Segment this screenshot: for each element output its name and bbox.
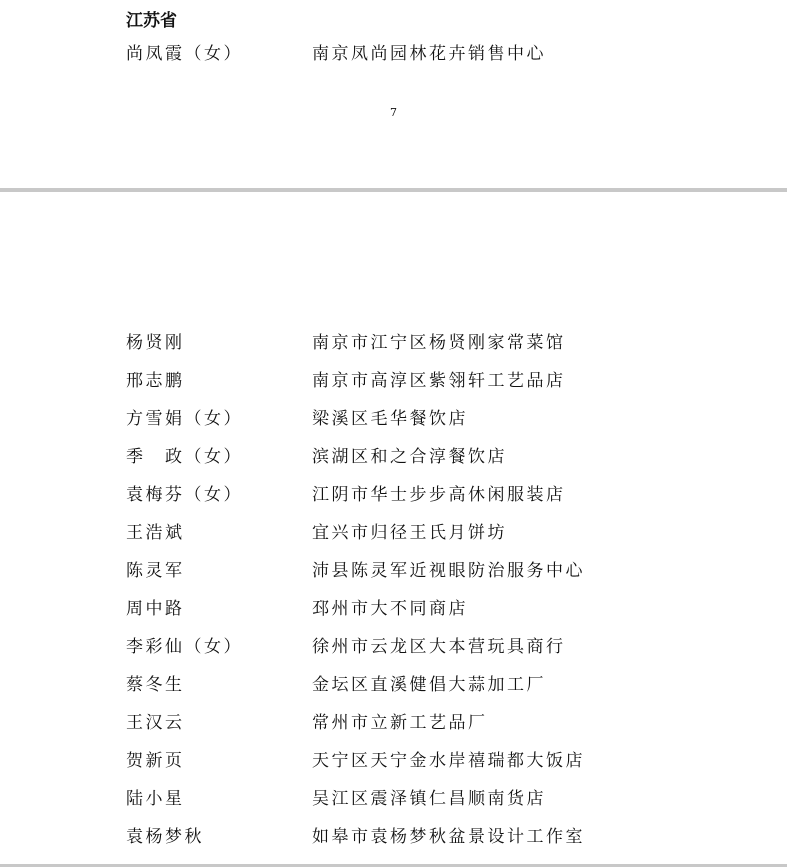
organization-name: 南京凤尚园林花卉销售中心 [312, 44, 546, 64]
organization-name: 金坛区直溪健倡大蒜加工厂 [312, 675, 546, 695]
province-heading: 江苏省 [126, 11, 177, 31]
person-name: 袁杨梦秋 [126, 827, 204, 847]
person-name: 邢志鹏 [126, 371, 185, 391]
list-item [0, 711, 787, 735]
organization-name: 常州市立新工艺品厂 [312, 713, 488, 733]
person-name: 方雪娟（女） [126, 409, 243, 429]
person-name: 陆小星 [126, 789, 185, 809]
document-page-top [0, 0, 787, 188]
list-item [0, 521, 787, 545]
organization-name: 滨湖区和之合淳餐饮店 [312, 447, 507, 467]
list-item [0, 787, 787, 811]
organization-name: 邳州市大不同商店 [312, 599, 468, 619]
list-item [0, 483, 787, 507]
page-number: 7 [390, 106, 397, 119]
document-page-bottom [0, 192, 787, 864]
list-item [0, 597, 787, 621]
organization-name: 天宁区天宁金水岸禧瑞都大饭店 [312, 751, 585, 771]
organization-name: 梁溪区毛华餐饮店 [312, 409, 468, 429]
list-item [0, 559, 787, 583]
organization-name: 南京市高淳区紫翎轩工艺品店 [312, 371, 566, 391]
person-name: 袁梅芬（女） [126, 485, 243, 505]
list-item [0, 407, 787, 431]
list-item [0, 42, 787, 66]
person-name: 蔡冬生 [126, 675, 185, 695]
organization-name: 吴江区震泽镇仁昌顺南货店 [312, 789, 546, 809]
person-name: 陈灵军 [126, 561, 185, 581]
organization-name: 宜兴市归径王氏月饼坊 [312, 523, 507, 543]
list-item [0, 749, 787, 773]
person-name: 王汉云 [126, 713, 185, 733]
list-item [0, 369, 787, 393]
person-name: 王浩斌 [126, 523, 185, 543]
organization-name: 徐州市云龙区大本营玩具商行 [312, 637, 566, 657]
person-name: 李彩仙（女） [126, 637, 243, 657]
organization-name: 沛县陈灵军近视眼防治服务中心 [312, 561, 585, 581]
organization-name: 江阴市华士步步高休闲服装店 [312, 485, 566, 505]
list-item [0, 331, 787, 355]
person-name: 周中路 [126, 599, 185, 619]
person-name: 贺新页 [126, 751, 185, 771]
list-item [0, 635, 787, 659]
person-name: 杨贤刚 [126, 333, 185, 353]
person-name: 季 政（女） [126, 447, 243, 467]
list-item [0, 445, 787, 469]
list-item [0, 673, 787, 697]
organization-name: 如皋市袁杨梦秋盆景设计工作室 [312, 827, 585, 847]
organization-name: 南京市江宁区杨贤刚家常菜馆 [312, 333, 566, 353]
list-item [0, 825, 787, 849]
person-name: 尚凤霞（女） [126, 44, 243, 64]
